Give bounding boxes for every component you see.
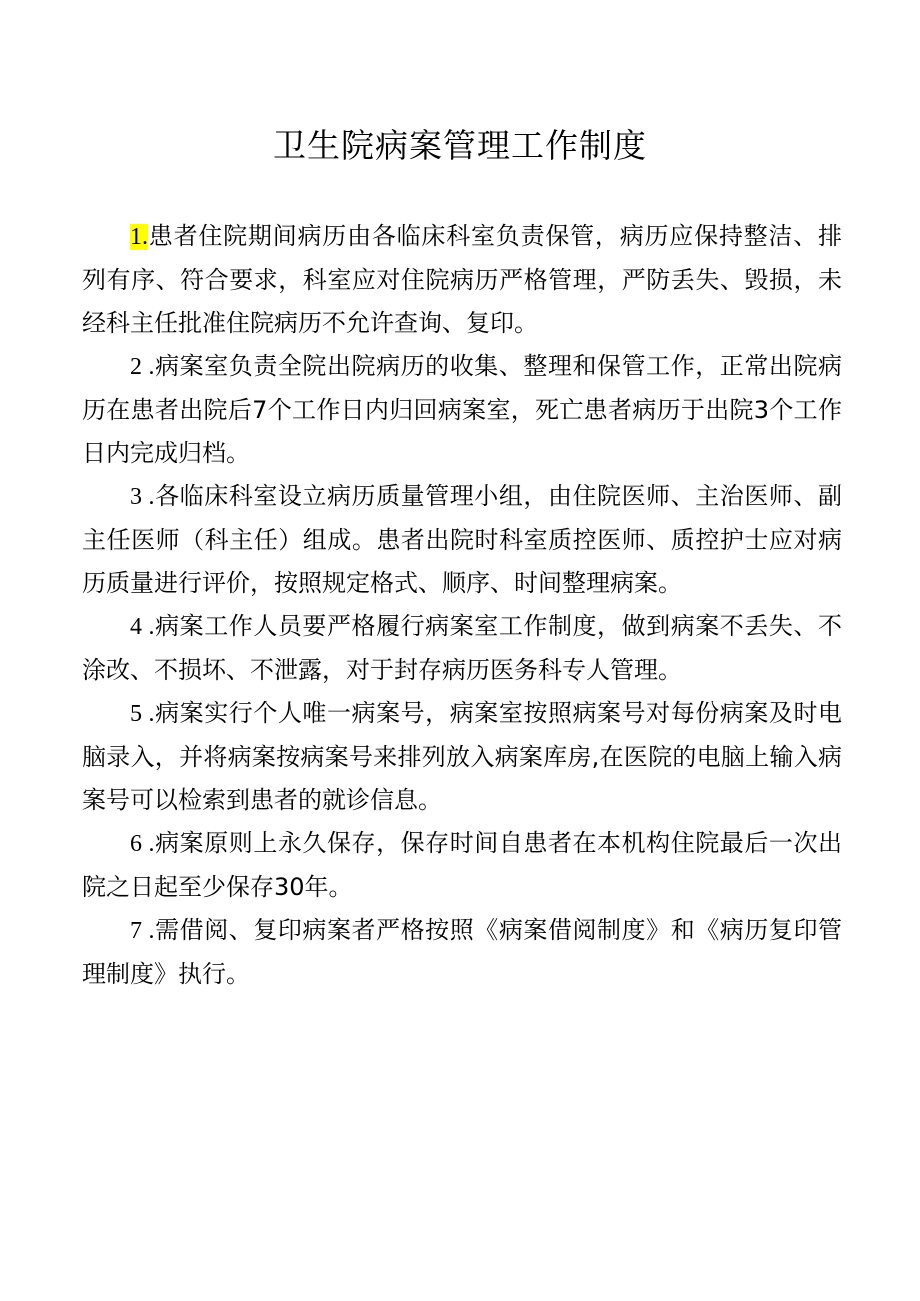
- clause-text: 患者住院期间病历由各临床科室负责保管，病历应保持整洁、排列有序、符合要求，科室应对住院病历严格管理，严防丢失、毁损，未经科主任批准住院病历不允许查询、复印。: [82, 222, 842, 337]
- clause-5: [82, 692, 842, 822]
- clause-text: 病案工作人员要严格履行病案室工作制度，做到病案不丢失、不涂改、不损坏、不泄露，对于封存病历医务科专人管理。: [82, 612, 843, 684]
- clause-number: 4 .: [130, 614, 155, 640]
- clause-number: 6 .: [130, 831, 155, 857]
- clause-text: 病案室负责全院出院病历的收集、整理和保管工作，正常出院病历在患者出院后7个工作日内归回病案室，死亡患者病历于出院3个工作日内完成归档。: [82, 352, 843, 467]
- clause-7: [82, 909, 842, 996]
- clause-2: [82, 345, 842, 475]
- clause-number-highlighted: 1.: [130, 224, 148, 250]
- clause-number: 7 .: [130, 918, 155, 944]
- clause-number: 3 .: [130, 484, 155, 510]
- clause-4: [82, 605, 842, 692]
- document-title: 卫生院病案管理工作制度: [273, 126, 647, 165]
- clause-1: [82, 215, 842, 345]
- clause-text: 病案原则上永久保存，保存时间自患者在本机构住院最后一次出院之日起至少保存30年。: [82, 829, 843, 901]
- clause-number: 2 .: [130, 354, 155, 380]
- clause-3: [82, 475, 842, 605]
- clause-6: [82, 822, 842, 909]
- clause-text: 需借阅、复印病案者严格按照《病案借阅制度》和《病历复印管理制度》执行。: [82, 916, 843, 988]
- document-body: [82, 215, 842, 996]
- clause-text: 病案实行个人唯一病案号，病案室按照病案号对每份病案及时电脑录入，并将病案按病案号来排列放入病案库房,在医院的电脑上输入病案号可以检索到患者的就诊信息。: [82, 699, 843, 814]
- clause-text: 各临床科室设立病历质量管理小组，由住院医师、主治医师、副主任医师（科主任）组成。患者出院时科室质控医师、质控护士应对病历质量进行评价，按照规定格式、顺序、时间整理病案。: [82, 482, 843, 597]
- clause-number: 5 .: [130, 701, 155, 727]
